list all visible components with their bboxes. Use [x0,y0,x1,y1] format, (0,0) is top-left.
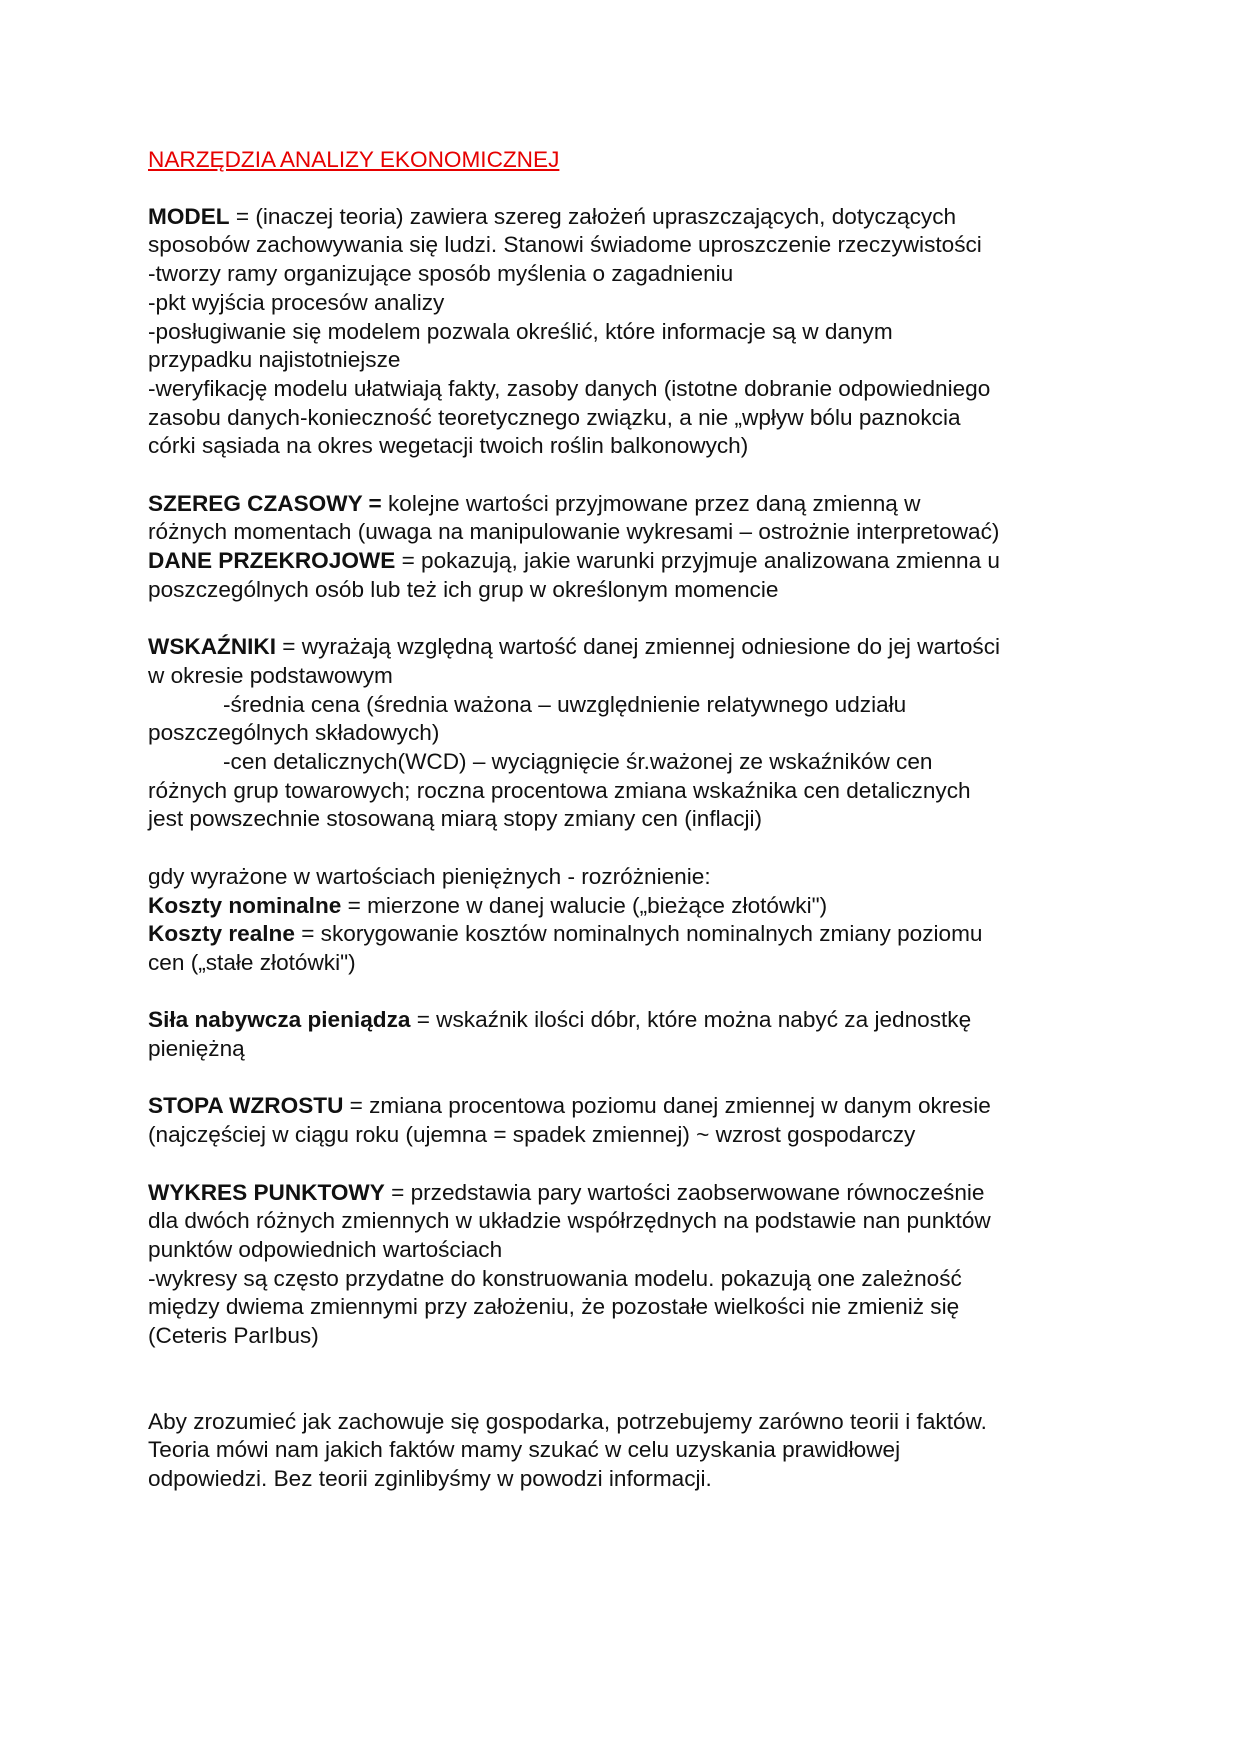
koszty-realne-line-1: cen („stałe złotówki") [148,949,356,975]
section-closing [148,1408,1098,1494]
stopa-line-0: = zmiana procentowa poziomu danej zmiennej w danym okresie [343,1093,991,1119]
model-line-2: -tworzy ramy organizujące sposób myślenia o zagadnieniu [148,261,734,287]
document-page [148,146,1098,1494]
term-stopa-wzrostu: STOPA WZROSTU [148,1093,344,1119]
model-line-3: -pkt wyjścia procesów analizy [148,289,445,315]
closing-line-0: Aby zrozumieć jak zachowuje się gospodarka, potrzebujemy zarówno teorii i faktów. [148,1408,987,1434]
model-line-1: sposobów zachowywania się ludzi. Stanowi świadome uproszczenie rzeczywistości [148,232,982,258]
sila-line-1: pieniężną [148,1036,245,1062]
term-koszty-nominalne: Koszty nominalne [148,892,342,918]
section-koszty [148,863,1098,978]
wskazniki-line-6: jest powszechnie stosowaną miarą stopy zmiany cen (inflacji) [148,806,763,832]
sila-line-0: = wskaźnik ilości dóbr, które można nabyć za jednostkę [410,1007,972,1033]
closing-line-2: odpowiedzi. Bez teorii zginlibyśmy w powodzi informacji. [148,1466,712,1492]
term-koszty-realne: Koszty realne [148,921,295,947]
model-line-6: -weryfikację modelu ułatwiają fakty, zasoby danych (istotne dobranie odpowiedniego [148,375,991,401]
term-wskazniki: WSKAŹNIKI [148,634,277,660]
wykres-line-3: -wykresy są często przydatne do konstruowania modelu. pokazują one zależność [148,1265,962,1291]
stopa-line-1: (najczęściej w ciągu roku (ujemna = spadek zmiennej) ~ wzrost gospodarczy [148,1122,916,1148]
wykres-line-5: (Ceteris ParIbus) [148,1323,319,1349]
section-wykres-punktowy [148,1179,1098,1351]
model-line-5: przypadku najistotniejsze [148,347,401,373]
wskazniki-line-3: poszczególnych składowych) [148,720,440,746]
wskazniki-line-2: -średnia cena (średnia ważona – uwzględnienie relatywnego udziału [223,691,907,717]
term-sila-nabywcza: Siła nabywcza pieniądza [148,1007,411,1033]
document-title: NARZĘDZIA ANALIZY EKONOMICZNEJ [148,147,560,172]
term-model: MODEL [148,203,230,229]
dane-line-1: poszczególnych osób lub też ich grup w określonym momencie [148,576,779,602]
term-wykres-punktowy: WYKRES PUNKTOWY [148,1179,385,1205]
wskazniki-line-1: w okresie podstawowym [148,662,393,688]
wskazniki-line-4: -cen detalicznych(WCD) – wyciągnięcie śr.ważonej ze wskaźników cen [223,749,933,775]
wskazniki-line-0: = wyrażają względną wartość danej zmiennej odniesione do jej wartości [276,634,1001,660]
koszty-intro: gdy wyrażone w wartościach pieniężnych - rozróżnienie: [148,863,711,889]
koszty-realne-line-0: = skorygowanie kosztów nominalnych nominalnych zmiany poziomu [294,921,983,947]
section-sila-nabywcza [148,1006,1098,1063]
wykres-line-0: = przedstawia pary wartości zaobserwowane równocześnie [384,1179,985,1205]
model-line-4: -posługiwanie się modelem pozwala określić, które informacje są w danym [148,318,893,344]
dane-line-0: = pokazują, jakie warunki przyjmuje analizowana zmienna u [395,548,1000,574]
szereg-line-0: kolejne wartości przyjmowane przez daną zmienną w [381,490,921,516]
model-line-8: córki sąsiada na okres wegetacji twoich roślin balkonowych) [148,433,749,459]
wskazniki-line-5: różnych grup towarowych; roczna procentowa zmiana wskaźnika cen detalicznych [148,777,971,803]
section-szereg-czasowy [148,490,1098,547]
term-dane-przekrojowe: DANE PRZEKROJOWE [148,548,396,574]
section-wskazniki [148,633,1098,834]
wykres-line-2: punktów odpowiednich wartościach [148,1236,503,1262]
section-model [148,203,1098,461]
model-line-7: zasobu danych-konieczność teoretycznego związku, a nie „wpływ bólu paznokcia [148,404,961,430]
koszty-nominalne-text: = mierzone w danej walucie („bieżące złotówki") [341,892,828,918]
closing-line-1: Teoria mówi nam jakich faktów mamy szukać w celu uzyskania prawidłowej [148,1437,901,1463]
term-szereg-czasowy: SZEREG CZASOWY = [148,490,382,516]
section-dane-przekrojowe [148,547,1098,604]
section-stopa-wzrostu [148,1092,1098,1149]
wykres-line-4: między dwiema zmiennymi przy założeniu, że pozostałe wielkości nie zmieniż się [148,1294,960,1320]
model-line-0: = (inaczej teoria) zawiera szereg założeń upraszczających, dotyczących [229,203,957,229]
wykres-line-1: dla dwóch różnych zmiennych w układzie współrzędnych na podstawie nan punktów [148,1208,991,1234]
szereg-line-1: różnych momentach (uwaga na manipulowanie wykresami – ostrożnie interpretować) [148,519,1000,545]
